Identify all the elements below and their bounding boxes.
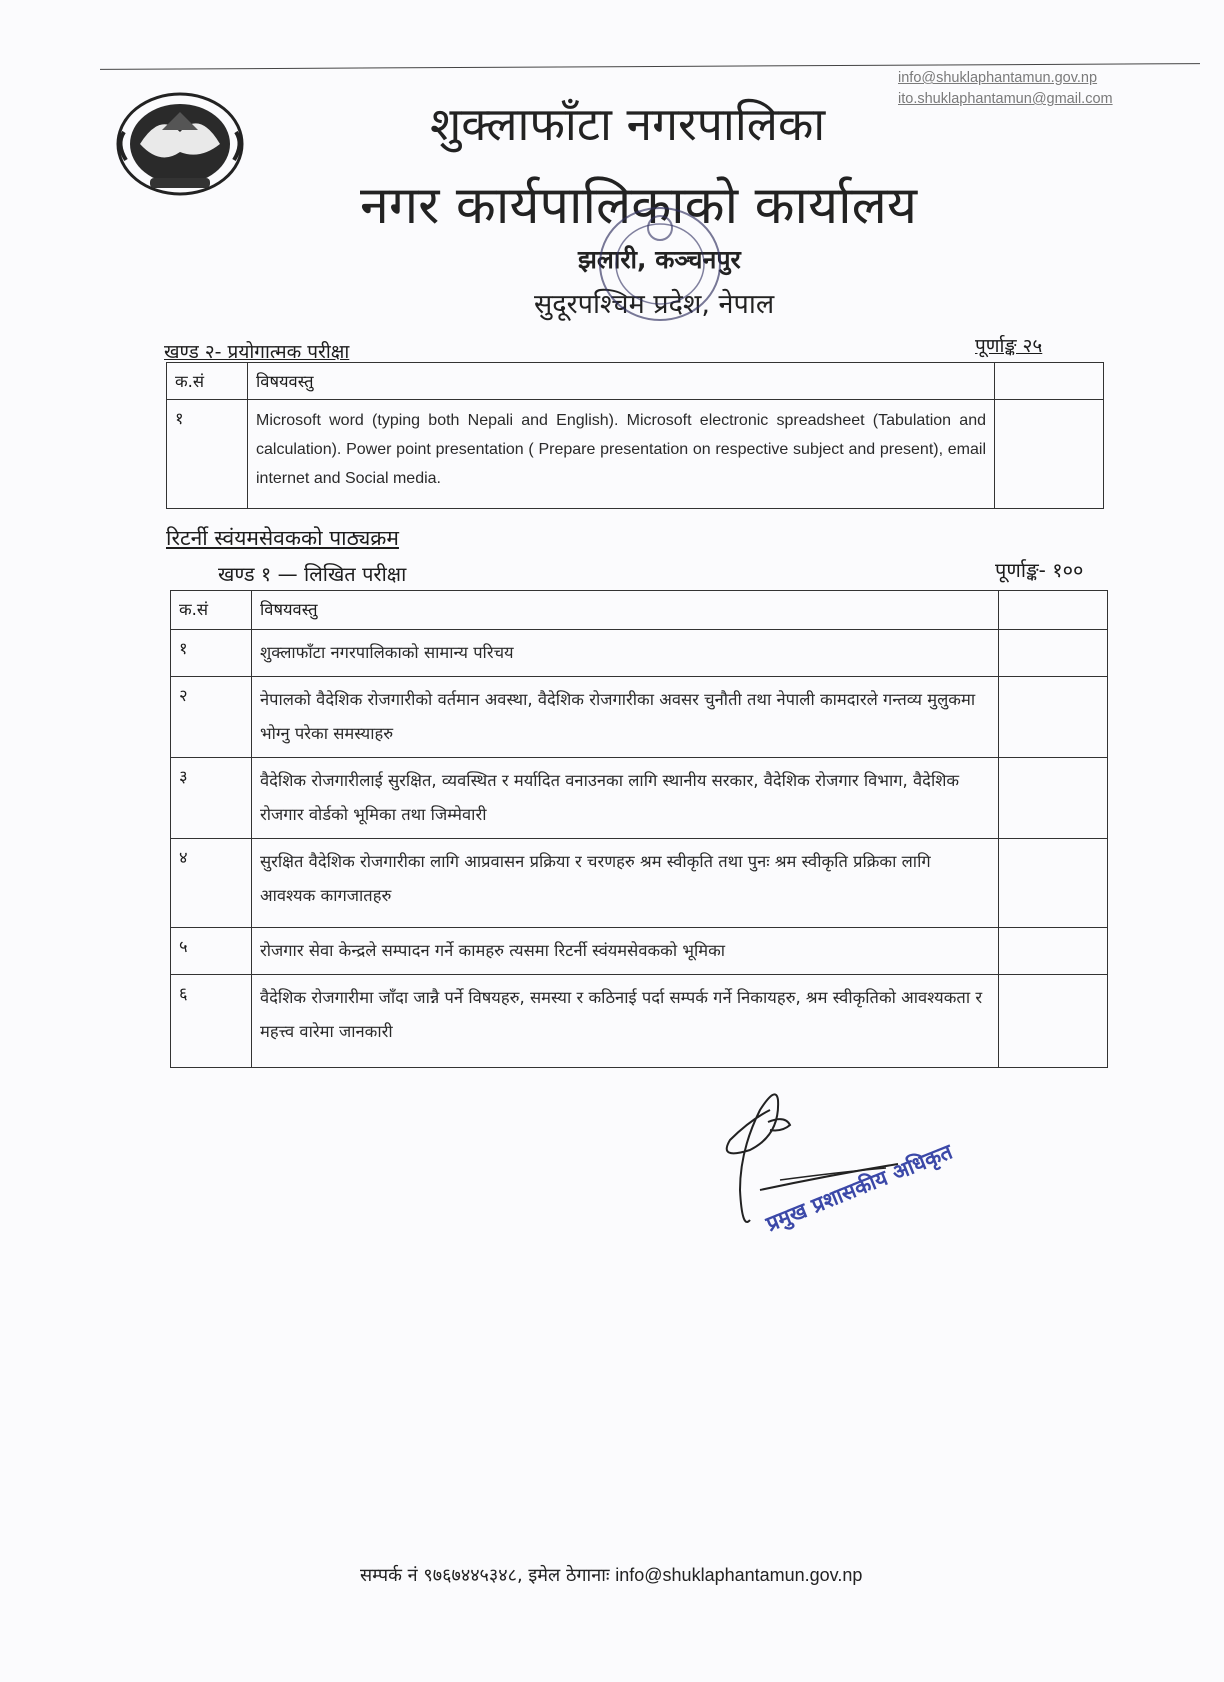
row-sn: १	[167, 400, 248, 509]
signature-icon	[690, 1080, 950, 1290]
column-header-sn: क.सं	[171, 591, 252, 630]
row-sn: १	[171, 630, 252, 677]
row-sn: ५	[171, 928, 252, 975]
official-stamp-icon	[560, 200, 760, 340]
contact-emails	[898, 68, 1113, 110]
practical-heading: खण्ड २- प्रयोगात्मक परीक्षा	[164, 341, 350, 363]
blank-cell	[999, 839, 1108, 928]
row-subject: Microsoft word (typing both Nepali and English). Microsoft electronic spreadsheet (Tabulation and calculation). Power point presentation ( Prepare presentation on respective subject and present), email internet and Social media.	[248, 400, 995, 509]
written-exam-heading: खण्ड १ — लिखित परीक्षा	[218, 562, 407, 586]
email-ito[interactable]: ito.shuklaphantamun@gmail.com	[898, 91, 1113, 107]
office-title: नगर कार्यपालिकाको कार्यालय	[360, 176, 918, 236]
blank-cell	[999, 677, 1108, 758]
column-header-sn: क.सं	[167, 363, 248, 400]
blank-cell	[999, 630, 1108, 677]
row-sn: २	[171, 677, 252, 758]
written-table	[170, 590, 1108, 1068]
row-subject: रोजगार सेवा केन्द्रले सम्पादन गर्ने कामहरु त्यसमा रिटर्नी स्वंयमसेवकको भूमिका	[252, 928, 999, 975]
table-row	[171, 928, 1108, 975]
returnee-syllabus-title: रिटर्नी स्वंयमसेवकको पाठ्यक्रम	[166, 526, 399, 550]
table-row	[171, 758, 1108, 839]
row-subject: सुरक्षित वैदेशिक रोजगारीका लागि आप्रवासन प्रक्रिया र चरणहरु श्रम स्वीकृति तथा पुनः श्रम स्वीकृति प्रक्रिका लागि आवश्यक कागजातहरु	[252, 839, 999, 928]
practical-full-marks: पूर्णाङ्क २५	[975, 335, 1043, 357]
municipality-title: शुक्लाफाँटा नगरपालिका	[430, 97, 826, 151]
signatory-title: प्रमुख प्रशासकीय अधिकृत	[762, 1139, 956, 1237]
table-row	[171, 677, 1108, 758]
table-header-row	[171, 591, 1108, 630]
table-header-row	[167, 363, 1104, 400]
practical-table	[166, 362, 1104, 509]
table-row	[171, 839, 1108, 928]
government-emblem-icon	[110, 82, 250, 202]
row-subject: वैदेशिक रोजगारीमा जाँदा जान्नै पर्ने विषयहरु, समस्या र कठिनाई पर्दा सम्पर्क गर्ने निकायहरु, श्रम स्वीकृतिको आवश्यकता र महत्त्व वारेमा जानकारी	[252, 975, 999, 1068]
blank-cell	[999, 758, 1108, 839]
row-sn: ३	[171, 758, 252, 839]
row-sn: ६	[171, 975, 252, 1068]
table-row	[167, 400, 1104, 509]
address-district: झलारी, कञ्चनपुर	[578, 245, 741, 274]
row-subject: शुक्लाफाँटा नगरपालिकाको सामान्य परिचय	[252, 630, 999, 677]
blank-cell	[999, 975, 1108, 1068]
table-row	[171, 975, 1108, 1068]
column-header-subject: विषयवस्तु	[248, 363, 995, 400]
address-province: सुदूरपश्चिम प्रदेश, नेपाल	[534, 289, 775, 320]
row-sn: ४	[171, 839, 252, 928]
blank-cell	[999, 928, 1108, 975]
footer-phone: सम्पर्क नं ९७६७४४५३४८, इमेल ठेगानाः	[360, 1565, 610, 1586]
footer-contact	[360, 1563, 862, 1587]
blank-cell	[995, 400, 1104, 509]
row-subject: वैदेशिक रोजगारीलाई सुरक्षित, व्यवस्थित र मर्यादित वनाउनका लागि स्थानीय सरकार, वैदेशिक रोजगार विभाग, वैदेशिक रोजगार वोर्डको भूमिका तथा जिम्मेवारी	[252, 758, 999, 839]
blank-cell	[995, 363, 1104, 400]
written-full-marks: पूर्णाङ्क- १००	[995, 558, 1084, 582]
footer-email[interactable]: info@shuklaphantamun.gov.np	[615, 1565, 863, 1585]
column-header-subject: विषयवस्तु	[252, 591, 999, 630]
row-subject: नेपालको वैदेशिक रोजगारीको वर्तमान अवस्था, वैदेशिक रोजगारीका अवसर चुनौती तथा नेपाली कामदारले गन्तव्य मुलुकमा भोग्नु परेका समस्याहरु	[252, 677, 999, 758]
email-info[interactable]: info@shuklaphantamun.gov.np	[898, 70, 1098, 86]
blank-cell	[999, 591, 1108, 630]
table-row	[171, 630, 1108, 677]
